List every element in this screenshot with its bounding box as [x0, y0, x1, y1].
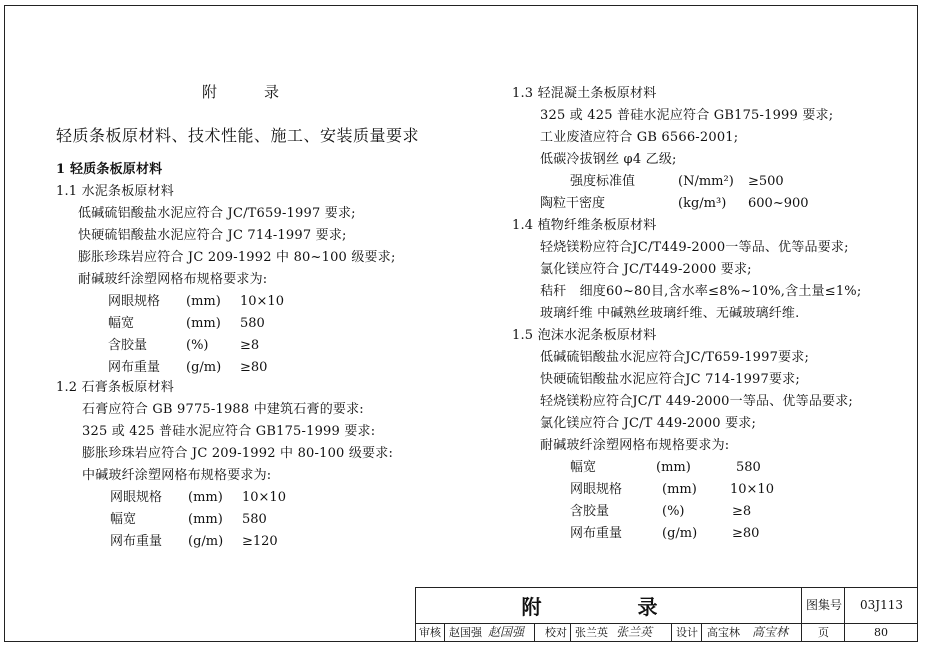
- review-label: 审核: [419, 626, 441, 639]
- divider: [444, 623, 445, 642]
- section-1-3-line: 325 或 425 普硅水泥应符合 GB175-1999 要求;: [540, 108, 834, 123]
- spec-value: ≥8: [240, 338, 260, 353]
- section-1-1-line: 膨胀珍珠岩应符合 JC 209-1992 中 80~100 级要求;: [78, 250, 396, 265]
- spec-value: ≥500: [748, 174, 784, 189]
- section-1-2-line: 石膏应符合 GB 9775-1988 中建筑石膏的要求:: [82, 402, 364, 417]
- design-label: 设计: [676, 626, 698, 639]
- spec-value: ≥80: [240, 360, 268, 375]
- spec-name: 陶粒干密度: [540, 196, 606, 211]
- section-1-title: 1 轻质条板原材料: [56, 162, 163, 177]
- spec-name: 网布重量: [108, 360, 161, 375]
- spec-name: 幅宽: [108, 316, 135, 331]
- section-1-5-line: 氯化镁应符合 JC/T 449-2000 要求;: [540, 416, 757, 431]
- spec-value: 580: [242, 512, 267, 527]
- spec-value: ≥8: [732, 504, 752, 519]
- section-1-3-title: 1.3 轻混凝土条板原材料: [512, 86, 657, 101]
- appendix-heading: 附 录: [202, 83, 296, 101]
- spec-name: 网眼规格: [570, 482, 623, 497]
- page-number: 80: [874, 626, 888, 639]
- section-1-1-title: 1.1 水泥条板原材料: [56, 184, 175, 199]
- divider: [534, 623, 535, 642]
- section-1-2-line: 膨胀珍珠岩应符合 JC 209-1992 中 80-100 级要求:: [82, 446, 394, 461]
- spec-unit: (kg/m³): [678, 196, 727, 211]
- spec-unit: (mm): [186, 294, 221, 309]
- spec-unit: (g/m): [188, 534, 224, 549]
- spec-name: 含胶量: [570, 504, 610, 519]
- spec-value: 580: [240, 316, 265, 331]
- section-1-1-line: 快硬硫铝酸盐水泥应符合 JC 714-1997 要求;: [78, 228, 347, 243]
- title-block-title: 附 录: [521, 595, 696, 619]
- spec-unit: (mm): [188, 512, 223, 527]
- spec-value: ≥80: [732, 526, 760, 541]
- divider: [701, 623, 702, 642]
- spec-name: 网布重量: [110, 534, 163, 549]
- title-block-bottom-row: [416, 623, 918, 642]
- divider: [801, 588, 802, 623]
- section-1-4-title: 1.4 植物纤维条板原材料: [512, 218, 657, 233]
- reviewer-signature: 赵国强: [488, 625, 525, 639]
- divider: [570, 623, 571, 642]
- section-1-5-line: 耐碱玻纤涂塑网格布规格要求为:: [540, 438, 730, 453]
- spec-name: 幅宽: [570, 460, 597, 475]
- section-1-3-line: 低碳冷拔钢丝 φ4 乙级;: [540, 152, 677, 167]
- section-1-2-line: 中碱玻纤涂塑网格布规格要求为:: [82, 468, 272, 483]
- spec-unit: (mm): [188, 490, 223, 505]
- divider: [844, 623, 845, 642]
- designer-name: 高宝林: [707, 626, 740, 639]
- atlas-number: 03J113: [860, 598, 903, 612]
- divider: [801, 623, 802, 642]
- section-1-5-line: 低碱硫铝酸盐水泥应符合JC/T659-1997要求;: [540, 350, 810, 365]
- section-1-4-line: 秸秆 细度60~80目,含水率≤8%~10%,含土量≤1%;: [540, 284, 862, 299]
- main-title: 轻质条板原材料、技术性能、施工、安装质量要求: [56, 126, 420, 145]
- divider: [671, 623, 672, 642]
- page-label: 页: [818, 626, 829, 639]
- section-1-1-line: 耐碱玻纤涂塑网格布规格要求为:: [78, 272, 268, 287]
- spec-unit: (%): [186, 338, 209, 353]
- check-label: 校对: [545, 626, 567, 639]
- section-1-5-title: 1.5 泡沫水泥条板原材料: [512, 328, 657, 343]
- spec-name: 网布重量: [570, 526, 623, 541]
- spec-unit: (g/m): [186, 360, 222, 375]
- atlas-number-label: 图集号: [806, 598, 843, 612]
- spec-unit: (mm): [662, 482, 697, 497]
- spec-name: 幅宽: [110, 512, 137, 527]
- checker-name: 张兰英: [575, 626, 608, 639]
- section-1-2-line: 325 或 425 普硅水泥应符合 GB175-1999 要求:: [82, 424, 376, 439]
- section-1-4-line: 轻烧镁粉应符合JC/T449-2000一等品、优等品要求;: [540, 240, 849, 255]
- spec-value: 10×10: [242, 490, 286, 505]
- reviewer-name: 赵国强: [449, 626, 482, 639]
- section-1-1-line: 低碱硫铝酸盐水泥应符合 JC/T659-1997 要求;: [78, 206, 356, 221]
- spec-unit: (mm): [186, 316, 221, 331]
- section-1-3-line: 工业废渣应符合 GB 6566-2001;: [540, 130, 739, 145]
- spec-name: 网眼规格: [110, 490, 163, 505]
- designer-signature: 高宝林: [752, 625, 789, 639]
- spec-value: 10×10: [240, 294, 284, 309]
- spec-unit: (g/m): [662, 526, 698, 541]
- spec-name: 网眼规格: [108, 294, 161, 309]
- section-1-2-title: 1.2 石膏条板原材料: [56, 380, 175, 395]
- checker-signature: 张兰英: [616, 625, 653, 639]
- spec-value: ≥120: [242, 534, 278, 549]
- spec-value: 580: [736, 460, 761, 475]
- title-block: [415, 587, 918, 642]
- section-1-4-line: 玻璃纤维 中碱熟丝玻璃纤维、无碱玻璃纤维.: [540, 306, 800, 321]
- spec-name: 含胶量: [108, 338, 148, 353]
- spec-unit: (mm): [656, 460, 691, 475]
- section-1-5-line: 轻烧镁粉应符合JC/T 449-2000一等品、优等品要求;: [540, 394, 854, 409]
- section-1-5-line: 快硬硫铝酸盐水泥应符合JC 714-1997要求;: [540, 372, 800, 387]
- spec-value: 600~900: [748, 196, 809, 211]
- spec-unit: (N/mm²): [678, 174, 734, 189]
- spec-unit: (%): [662, 504, 685, 519]
- spec-value: 10×10: [730, 482, 774, 497]
- section-1-4-line: 氯化镁应符合 JC/T449-2000 要求;: [540, 262, 752, 277]
- divider: [844, 588, 845, 623]
- title-block-top-row: [416, 588, 918, 624]
- spec-name: 强度标准值: [570, 174, 636, 189]
